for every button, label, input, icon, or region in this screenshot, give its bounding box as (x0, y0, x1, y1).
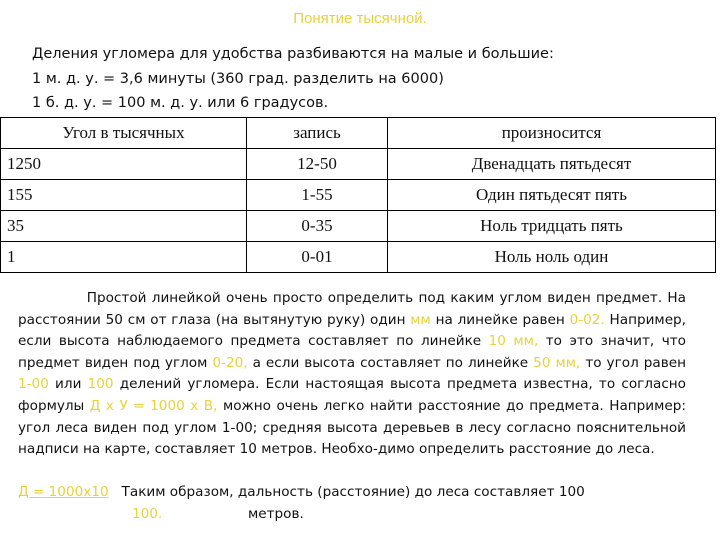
table-cell: 1 (1, 242, 247, 273)
formula-line (18, 484, 585, 500)
table-header-row (1, 118, 716, 149)
column-header: произносится (388, 118, 716, 149)
page-title: Понятие тысячной. (293, 10, 427, 27)
text: Простой линейкой очень просто определить под каким углом виден предмет. На расстоянии 50 см от глаза (на вытянутую руку) один (18, 290, 686, 328)
highlight: 100 (87, 376, 114, 393)
text: то это значит, что предмет виден под углом (18, 333, 686, 371)
table-cell: Один пятьдесят пять (388, 180, 716, 211)
formula-highlight: Д х У = 1000 х В, (89, 397, 218, 414)
table-cell: 155 (1, 180, 247, 211)
angle-table (0, 117, 716, 273)
table-row (1, 180, 716, 211)
table-cell: Ноль тридцать пять (388, 211, 716, 242)
highlight: 10 мм, (488, 333, 539, 350)
table-cell: 12-50 (247, 149, 388, 180)
text: то угол равен (580, 354, 686, 371)
table-cell: Ноль ноль один (388, 242, 716, 273)
highlight: 1-00 (18, 376, 49, 393)
intro-line: 1 б. д. у. = 100 м. д. у. или 6 градусов. (32, 95, 329, 111)
text: делений угломера. Если настоящая высота предмета известна, то согласно формулы (18, 376, 686, 414)
highlight: мм (410, 311, 431, 328)
text: на линейке равен (430, 311, 570, 328)
table-row (1, 211, 716, 242)
intro-text (32, 42, 554, 116)
table-cell: 0-35 (247, 211, 388, 242)
highlight: 0-02. (569, 311, 605, 328)
column-header: запись (247, 118, 388, 149)
intro-line: 1 м. д. у. = 3,6 минуты (360 град. разделить на 6000) (32, 70, 444, 87)
table-cell: 35 (1, 211, 247, 242)
units-text: метров. (248, 506, 304, 522)
formula-denominator (132, 506, 162, 522)
text: Например, если высота наблюдаемого предмета составляет по линейке (18, 311, 687, 350)
explanation-paragraph (18, 288, 686, 461)
formula-numerator: Д = 1000х10 (18, 484, 109, 500)
table-cell: Двенадцать пятьдесят (388, 149, 716, 180)
table-cell: 1250 (1, 149, 247, 180)
text: Таким образом, дальность (расстояние) до леса составляет 100 (108, 484, 585, 500)
table-cell: 0-01 (247, 242, 388, 273)
table-cell: 1-55 (247, 180, 388, 211)
table-row (1, 149, 716, 180)
text: а если высота составляет по линейке (247, 354, 534, 371)
table-row (1, 242, 716, 273)
highlight: 0-20, (212, 354, 248, 371)
text: или (48, 376, 88, 393)
highlight: 100. (132, 506, 163, 522)
highlight: 50 мм, (533, 354, 581, 371)
column-header: Угол в тысячных (1, 118, 247, 149)
text: можно очень легко найти расстояние до предмета. Например: угол леса виден под углом 1-00; средняя высота деревьев в лесу согласно пояснительной надписи на карте, составляет 10 метров. Необхо-димо определить расстояние до леса. (18, 397, 686, 458)
indent (18, 290, 87, 306)
intro-line: Деления угломера для удобства разбиваются на малые и большие: (32, 46, 554, 62)
